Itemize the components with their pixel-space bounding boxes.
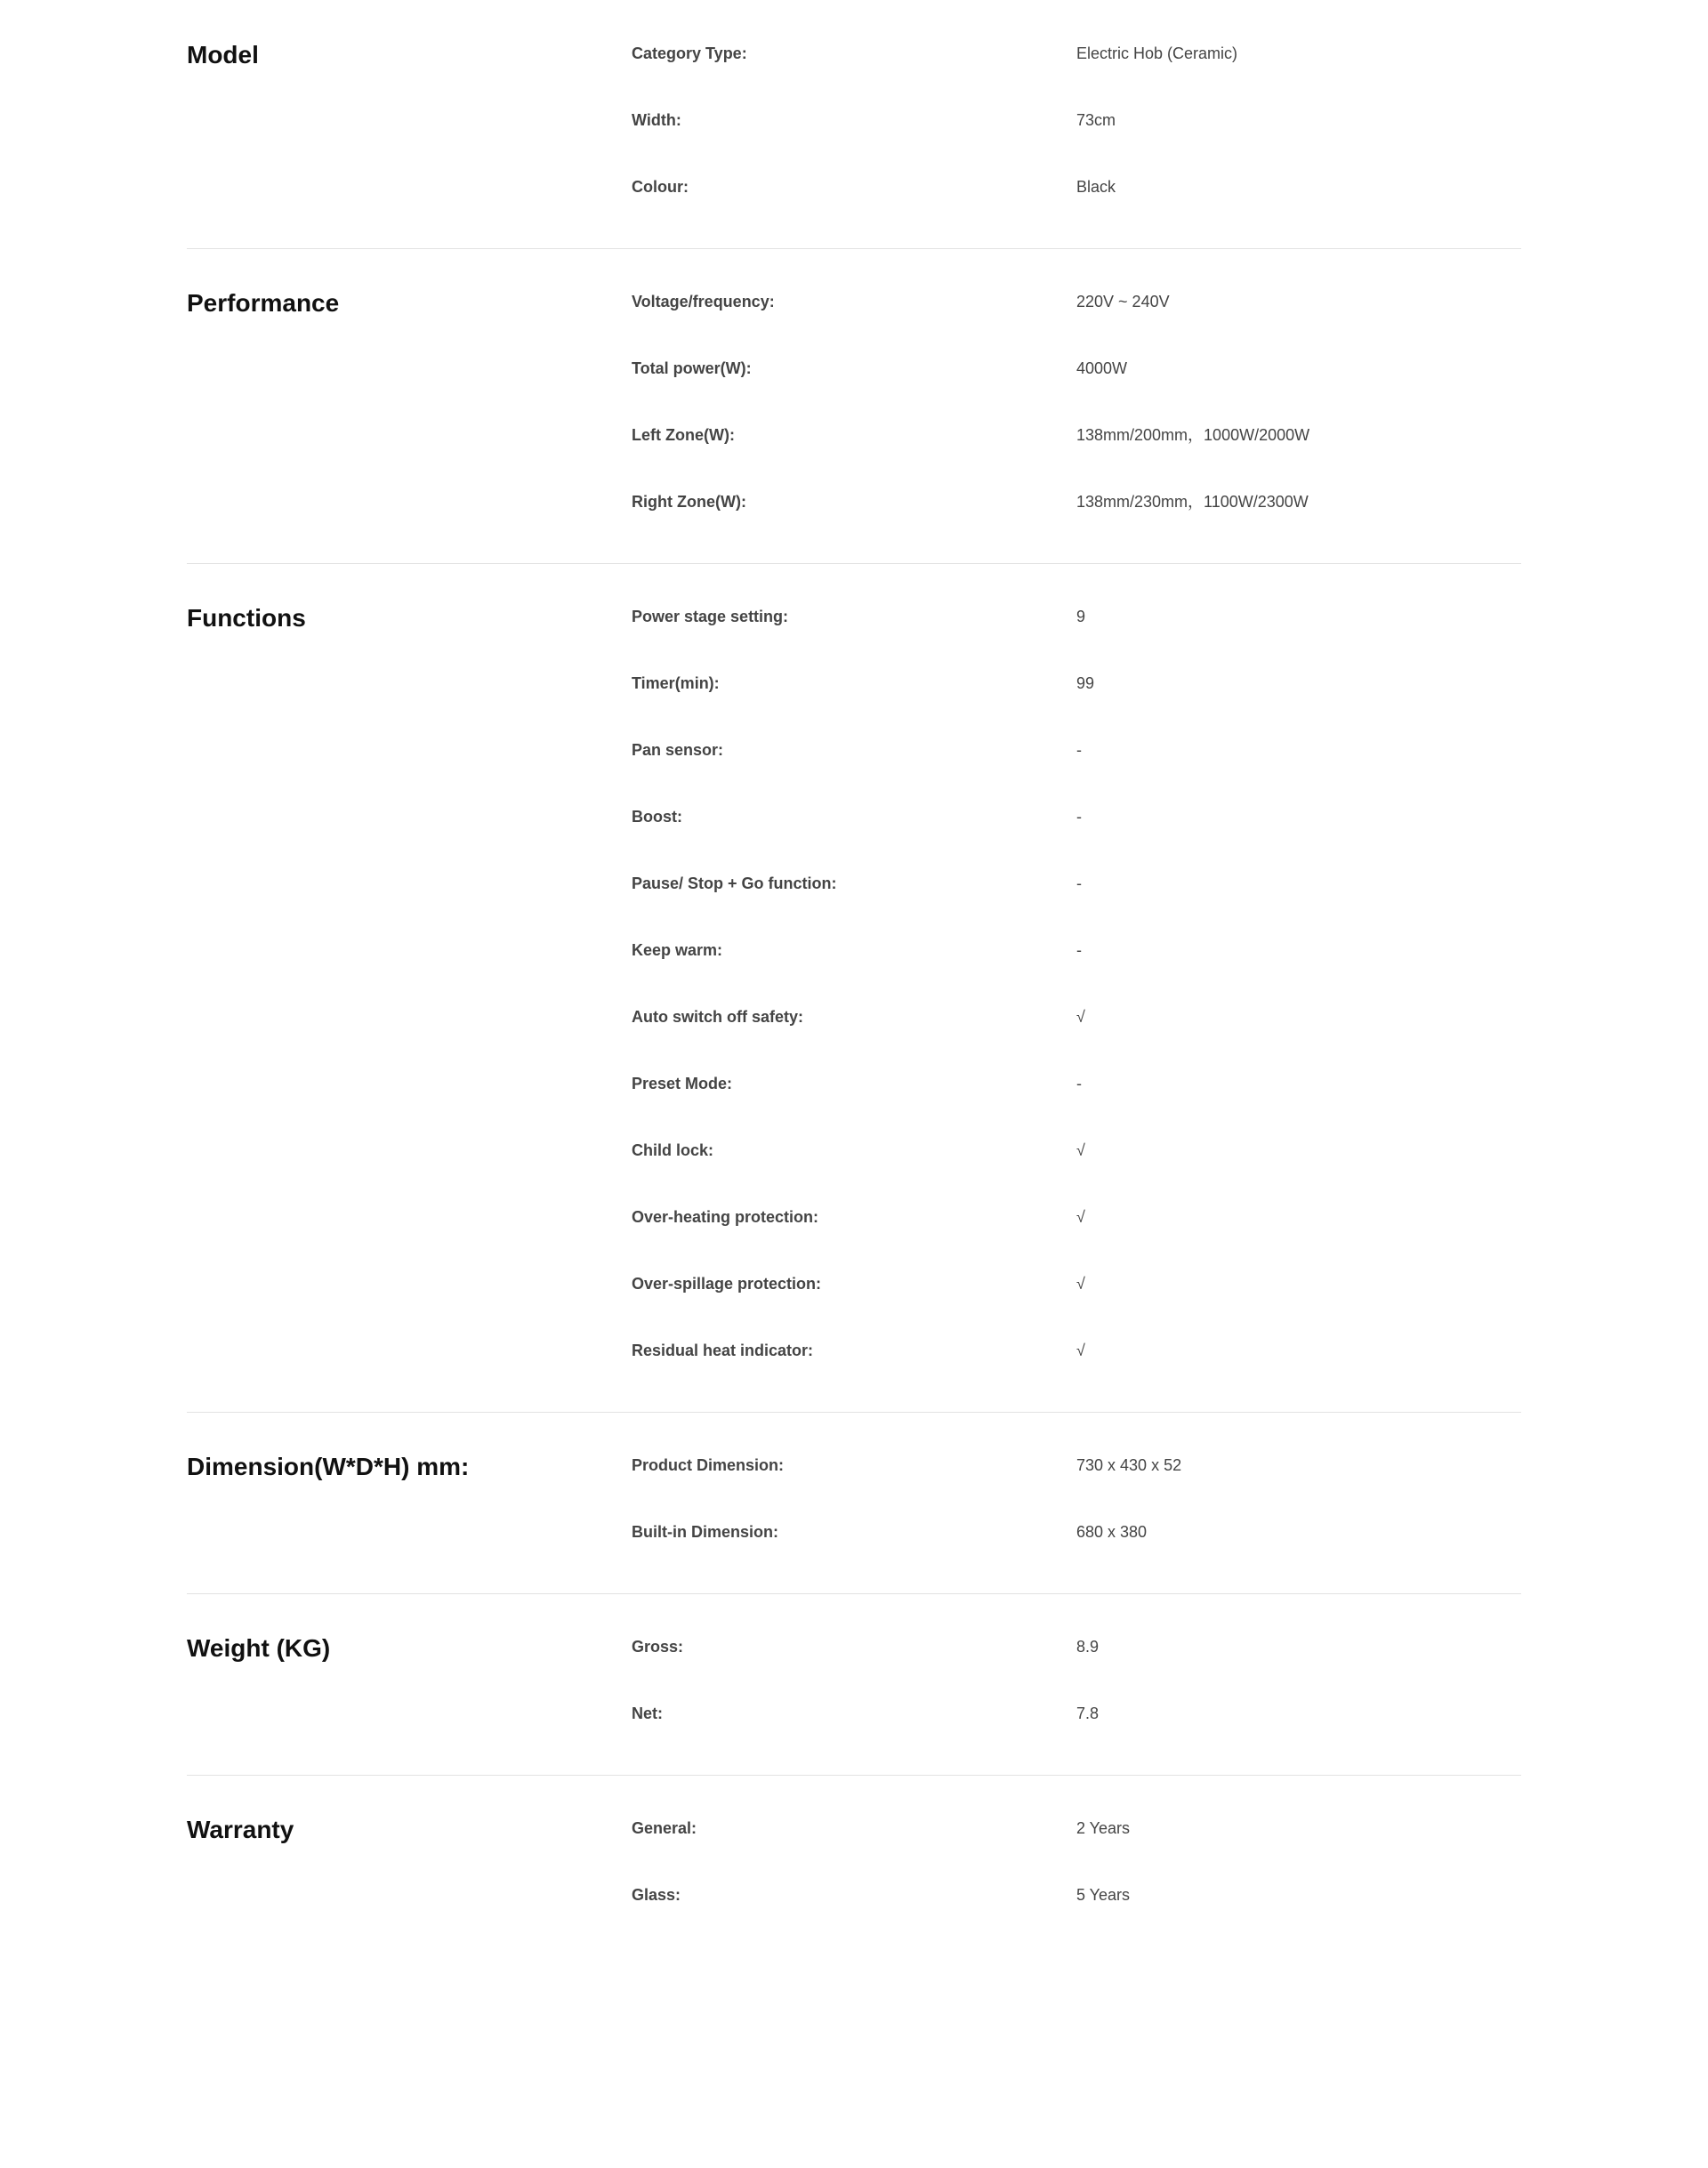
spec-value: √ — [1076, 1208, 1085, 1226]
spec-label: Keep warm: — [632, 941, 723, 959]
spec-value: Black — [1076, 178, 1116, 196]
specifications-table — [187, 0, 1521, 1956]
spec-value: √ — [1076, 1141, 1085, 1159]
spec-rows — [632, 41, 1521, 210]
spec-row — [632, 1701, 1521, 1737]
spec-value: 8.9 — [1076, 1638, 1100, 1656]
spec-value: 5 Years — [1076, 1886, 1131, 1904]
spec-label: Width: — [632, 111, 681, 129]
spec-label: Over-spillage protection: — [632, 1275, 822, 1293]
spec-row — [632, 1338, 1521, 1374]
spec-row — [632, 1816, 1521, 1882]
spec-row — [632, 804, 1521, 871]
spec-row — [632, 1271, 1521, 1338]
spec-label: Colour: — [632, 178, 689, 196]
spec-value: 220V ~ 240V — [1076, 293, 1170, 310]
spec-value: 2 Years — [1076, 1819, 1131, 1837]
spec-value: 73cm — [1076, 111, 1116, 129]
spec-section-performance — [187, 249, 1521, 564]
section-title: Functions — [187, 604, 306, 632]
spec-value: - — [1076, 1075, 1082, 1092]
spec-row — [632, 737, 1521, 804]
spec-label: Timer(min): — [632, 674, 720, 692]
spec-label: Built-in Dimension: — [632, 1523, 778, 1541]
spec-row — [632, 289, 1521, 356]
spec-row — [632, 489, 1521, 525]
spec-label: General: — [632, 1819, 697, 1837]
spec-label: Pause/ Stop + Go function: — [632, 874, 837, 892]
spec-value: - — [1076, 808, 1082, 826]
spec-value: - — [1076, 941, 1082, 959]
spec-label: Power stage setting: — [632, 608, 789, 625]
spec-label: Glass: — [632, 1886, 681, 1904]
spec-label: Pan sensor: — [632, 741, 724, 759]
spec-value: √ — [1076, 1275, 1085, 1293]
spec-rows — [632, 1634, 1521, 1737]
spec-section-model — [187, 0, 1521, 249]
spec-value: - — [1076, 741, 1082, 759]
spec-section-dimension — [187, 1413, 1521, 1594]
spec-value: Electric Hob (Ceramic) — [1076, 44, 1238, 62]
section-title: Performance — [187, 289, 340, 317]
spec-row — [632, 1882, 1521, 1918]
spec-section-weight — [187, 1594, 1521, 1776]
spec-row — [632, 1634, 1521, 1701]
spec-row — [632, 1004, 1521, 1071]
spec-row — [632, 1071, 1521, 1138]
spec-value: - — [1076, 874, 1082, 892]
spec-section-warranty — [187, 1776, 1521, 1956]
spec-value: 138mm/200mm，1000W/2000W — [1076, 426, 1310, 444]
spec-value: 138mm/230mm，1100W/2300W — [1076, 493, 1309, 511]
section-title: Warranty — [187, 1816, 294, 1843]
spec-rows — [632, 1816, 1521, 1918]
spec-row — [632, 174, 1521, 210]
spec-rows — [632, 604, 1521, 1374]
spec-value: √ — [1076, 1342, 1085, 1359]
spec-value: 9 — [1076, 608, 1086, 625]
spec-label: Over-heating protection: — [632, 1208, 819, 1226]
spec-label: Gross: — [632, 1638, 684, 1656]
spec-value: 730 x 430 x 52 — [1076, 1456, 1182, 1474]
spec-value: 4000W — [1076, 359, 1128, 377]
spec-row — [632, 938, 1521, 1004]
spec-row — [632, 671, 1521, 737]
spec-row — [632, 423, 1521, 489]
spec-value: 7.8 — [1076, 1705, 1100, 1722]
spec-row — [632, 1453, 1521, 1519]
spec-value: 680 x 380 — [1076, 1523, 1148, 1541]
section-title: Dimension(W*D*H) mm: — [187, 1453, 470, 1480]
spec-value: √ — [1076, 1008, 1085, 1026]
section-title: Model — [187, 41, 259, 69]
spec-rows — [632, 289, 1521, 525]
spec-label: Net: — [632, 1705, 663, 1722]
spec-label: Preset Mode: — [632, 1075, 733, 1092]
spec-label: Left Zone(W): — [632, 426, 735, 444]
spec-row — [632, 108, 1521, 174]
spec-label: Voltage/frequency: — [632, 293, 775, 310]
spec-row — [632, 1519, 1521, 1555]
spec-label: Boost: — [632, 808, 682, 826]
spec-row — [632, 871, 1521, 938]
spec-label: Right Zone(W): — [632, 493, 746, 511]
spec-value: 99 — [1076, 674, 1095, 692]
spec-label: Total power(W): — [632, 359, 752, 377]
spec-label: Residual heat indicator: — [632, 1342, 814, 1359]
spec-row — [632, 604, 1521, 671]
spec-row — [632, 1205, 1521, 1271]
spec-row — [632, 1138, 1521, 1205]
spec-row — [632, 356, 1521, 423]
spec-row — [632, 41, 1521, 108]
spec-label: Child lock: — [632, 1141, 714, 1159]
spec-label: Product Dimension: — [632, 1456, 785, 1474]
spec-rows — [632, 1453, 1521, 1555]
spec-section-functions — [187, 564, 1521, 1413]
spec-label: Category Type: — [632, 44, 747, 62]
section-title: Weight (KG) — [187, 1634, 331, 1662]
spec-label: Auto switch off safety: — [632, 1008, 804, 1026]
